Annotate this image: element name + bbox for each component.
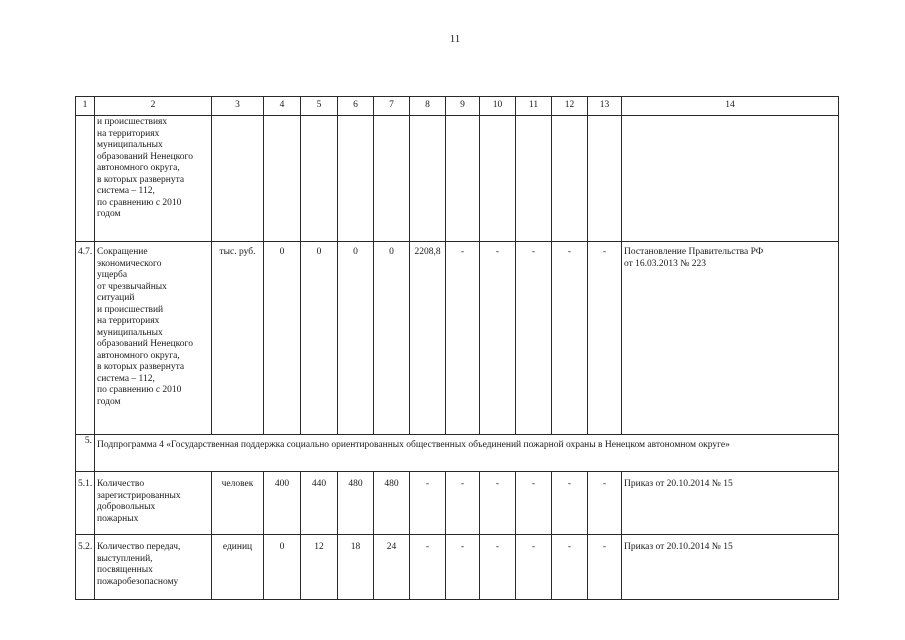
value-cell: - — [410, 472, 446, 535]
value-cell: - — [446, 472, 480, 535]
unit-cell: тыс. руб. — [212, 242, 264, 435]
indicator-name: Количество передач, выступлений, посвященных пожаробезопасному — [95, 535, 212, 600]
value-cell: 0 — [264, 242, 301, 435]
value-cell: 12 — [301, 535, 338, 600]
basis-document: Постановление Правительства РФ от 16.03.2013 № 223 — [622, 242, 839, 435]
value-cell: - — [480, 535, 516, 600]
value-cell — [410, 116, 446, 242]
value-cell: - — [588, 535, 622, 600]
header-cell: 6 — [338, 97, 374, 116]
value-cell — [480, 116, 516, 242]
value-cell: 2208,8 — [410, 242, 446, 435]
row-number — [76, 116, 95, 242]
header-cell: 11 — [516, 97, 552, 116]
value-cell: - — [552, 535, 588, 600]
row-number: 4.7. — [76, 242, 95, 435]
header-cell: 8 — [410, 97, 446, 116]
indicator-name: и происшествиях на территориях муниципальных образований Ненецкого автономного округа, в которых развернута система – 112, по сравнению с 2010 годом — [95, 116, 212, 242]
basis-document — [622, 116, 839, 242]
table-header-row — [76, 97, 839, 116]
value-cell — [338, 116, 374, 242]
indicators-table — [75, 96, 839, 600]
value-cell: - — [516, 535, 552, 600]
unit-cell — [212, 116, 264, 242]
header-cell: 1 — [76, 97, 95, 116]
value-cell — [588, 116, 622, 242]
unit-cell: человек — [212, 472, 264, 535]
value-cell: - — [480, 242, 516, 435]
header-cell: 7 — [374, 97, 410, 116]
section-title — [95, 435, 839, 472]
basis-document: Приказ от 20.10.2014 № 15 — [622, 472, 839, 535]
value-cell: - — [446, 242, 480, 435]
value-cell: 18 — [338, 535, 374, 600]
section-number: 5. — [76, 435, 95, 472]
value-cell: 400 — [264, 472, 301, 535]
value-cell: - — [588, 472, 622, 535]
row-number: 5.1. — [76, 472, 95, 535]
header-cell: 12 — [552, 97, 588, 116]
value-cell: - — [446, 535, 480, 600]
table-row — [76, 472, 839, 535]
table-row — [76, 242, 839, 435]
value-cell — [374, 116, 410, 242]
section-row — [76, 435, 839, 472]
value-cell: 440 — [301, 472, 338, 535]
value-cell: 480 — [338, 472, 374, 535]
value-cell: 24 — [374, 535, 410, 600]
value-cell: 0 — [301, 242, 338, 435]
value-cell: 480 — [374, 472, 410, 535]
header-cell: 3 — [212, 97, 264, 116]
value-cell — [446, 116, 480, 242]
header-cell: 14 — [622, 97, 839, 116]
indicator-name: Количество зарегистрированных добровольных пожарных — [95, 472, 212, 535]
header-cell: 2 — [95, 97, 212, 116]
value-cell — [301, 116, 338, 242]
value-cell: - — [516, 472, 552, 535]
table-row — [76, 535, 839, 600]
header-cell: 4 — [264, 97, 301, 116]
value-cell: 0 — [264, 535, 301, 600]
value-cell — [264, 116, 301, 242]
page-number: 11 — [449, 33, 461, 45]
value-cell: - — [588, 242, 622, 435]
header-cell: 5 — [301, 97, 338, 116]
value-cell: - — [480, 472, 516, 535]
unit-cell: единиц — [212, 535, 264, 600]
table-row — [76, 116, 839, 242]
value-cell: - — [552, 242, 588, 435]
header-cell: 10 — [480, 97, 516, 116]
row-number: 5.2. — [76, 535, 95, 600]
section-title-text: Подпрограмма 4 «Государственная поддержка социально ориентированных общественных объединений пожарной охраны в Ненецком автономном округе» — [97, 440, 730, 450]
value-cell — [552, 116, 588, 242]
value-cell: - — [410, 535, 446, 600]
value-cell: 0 — [338, 242, 374, 435]
value-cell: 0 — [374, 242, 410, 435]
value-cell — [516, 116, 552, 242]
header-cell: 13 — [588, 97, 622, 116]
value-cell: - — [552, 472, 588, 535]
basis-document: Приказ от 20.10.2014 № 15 — [622, 535, 839, 600]
header-cell: 9 — [446, 97, 480, 116]
indicator-name: Сокращение экономического ущерба от чрезвычайных ситуаций и происшествий на территориях муниципальных образований Ненецкого автономного округа, в которых развернута система – 112, по сравнению с 2010 годом — [95, 242, 212, 435]
value-cell: - — [516, 242, 552, 435]
